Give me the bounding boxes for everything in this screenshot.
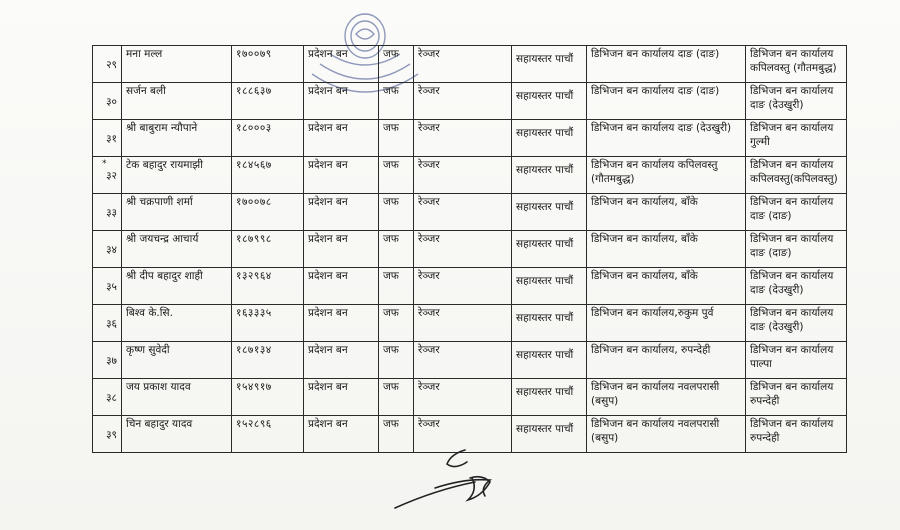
employee-name-cell: चिन बहादुर यादव xyxy=(122,416,232,453)
new-office-cell: डिभिजन बन कार्यालय दाङ (देउखुरी) xyxy=(587,120,746,157)
employee-code-cell: १७००७८ xyxy=(232,194,304,231)
service-group-cell: प्रदेशन बन xyxy=(304,231,379,268)
level-cell: जफ xyxy=(379,305,414,342)
employee-name-cell: कृष्ण सुवेदी xyxy=(122,342,232,379)
district-office-cell: डिभिजन बन कार्यालय रुपन्देही xyxy=(746,416,847,453)
post-cell: रेञ्जर xyxy=(414,83,512,120)
post-cell: रेञ्जर xyxy=(414,416,512,453)
district-office-cell: डिभिजन बन कार्यालय कपिलवस्तु(कपिलवस्तु) xyxy=(746,157,847,194)
serial-number-cell: ३५ xyxy=(93,268,122,305)
handwritten-signature-icon xyxy=(375,438,525,518)
employee-code-cell: १५२८९६ xyxy=(232,416,304,453)
employee-name-cell: जय प्रकाश यादव xyxy=(122,379,232,416)
new-office-cell: डिभिजन बन कार्यालय,रुकुम पुर्व xyxy=(587,305,746,342)
level-cell: जफ xyxy=(379,231,414,268)
post-cell: रेञ्जर xyxy=(414,46,512,83)
service-group-cell: प्रदेशन बन xyxy=(304,416,379,453)
new-office-cell: डिभिजन बन कार्यालय, बाँके xyxy=(587,194,746,231)
staff-transfer-table xyxy=(92,45,847,453)
district-office-cell: डिभिजन बन कार्यालय दाङ (दाङ) xyxy=(746,194,847,231)
employee-name-cell: मना मल्ल xyxy=(122,46,232,83)
serial-number-cell: ३७ xyxy=(93,342,122,379)
previous-level-cell: सहायस्तर पाचौं xyxy=(512,46,587,83)
district-office-cell: डिभिजन बन कार्यालय दाङ (दाङ) xyxy=(746,231,847,268)
serial-number-cell: ३३ xyxy=(93,194,122,231)
service-group-cell: प्रदेशन बन xyxy=(304,305,379,342)
district-office-cell: डिभिजन बन कार्यालय दाङ (देउखुरी) xyxy=(746,83,847,120)
serial-number-cell: ३९ xyxy=(93,416,122,453)
service-group-cell: प्रदेशन बन xyxy=(304,46,379,83)
previous-level-cell: सहायस्तर पाचौं xyxy=(512,268,587,305)
employee-name-cell: श्री जयचन्द्र आचार्य xyxy=(122,231,232,268)
employee-name-cell: बिश्व के.सि. xyxy=(122,305,232,342)
margin-mark: * xyxy=(102,159,107,169)
table-row xyxy=(93,268,847,305)
previous-level-cell: सहायस्तर पाचौं xyxy=(512,231,587,268)
employee-name-cell: सर्जन बली xyxy=(122,83,232,120)
post-cell: रेञ्जर xyxy=(414,379,512,416)
table-row xyxy=(93,157,847,194)
employee-code-cell: १८७९९८ xyxy=(232,231,304,268)
new-office-cell: डिभिजन बन कार्यालय कपिलवस्तु (गौतमबुद्ध) xyxy=(587,157,746,194)
new-office-cell: डिभिजन बन कार्यालय नवलपरासी (बसुप) xyxy=(587,379,746,416)
service-group-cell: प्रदेशन बन xyxy=(304,194,379,231)
new-office-cell: डिभिजन बन कार्यालय नवलपरासी (बसुप) xyxy=(587,416,746,453)
level-cell: जफ xyxy=(379,83,414,120)
employee-name-cell: श्री चक्रपाणी शर्मा xyxy=(122,194,232,231)
post-cell: रेञ्जर xyxy=(414,120,512,157)
previous-level-cell: सहायस्तर पाचौं xyxy=(512,194,587,231)
employee-code-cell: १३२९६४ xyxy=(232,268,304,305)
level-cell: जफ xyxy=(379,46,414,83)
employee-code-cell: १८४५६७ xyxy=(232,157,304,194)
previous-level-cell: सहायस्तर पाचौं xyxy=(512,342,587,379)
serial-number-cell: २९ xyxy=(93,46,122,83)
previous-level-cell: सहायस्तर पाचौं xyxy=(512,379,587,416)
district-office-cell: डिभिजन बन कार्यालय गुल्मी xyxy=(746,120,847,157)
serial-number-cell: ३० xyxy=(93,83,122,120)
service-group-cell: प्रदेशन बन xyxy=(304,83,379,120)
service-group-cell: प्रदेशन बन xyxy=(304,268,379,305)
serial-number-cell: ३६ xyxy=(93,305,122,342)
table-row xyxy=(93,379,847,416)
table-body xyxy=(93,46,847,453)
previous-level-cell: सहायस्तर पाचौं xyxy=(512,83,587,120)
district-office-cell: डिभिजन बन कार्यालय रुपन्देही xyxy=(746,379,847,416)
level-cell: जफ xyxy=(379,342,414,379)
new-office-cell: डिभिजन बन कार्यालय, बाँके xyxy=(587,268,746,305)
serial-number-cell: ३१ xyxy=(93,120,122,157)
employee-code-cell: १५४९१७ xyxy=(232,379,304,416)
new-office-cell: डिभिजन बन कार्यालय दाङ (दाङ) xyxy=(587,46,746,83)
employee-name-cell: श्री दीप बहादुर शाही xyxy=(122,268,232,305)
district-office-cell: डिभिजन बन कार्यालय पाल्पा xyxy=(746,342,847,379)
previous-level-cell: सहायस्तर पाचौं xyxy=(512,120,587,157)
table-row xyxy=(93,342,847,379)
post-cell: रेञ्जर xyxy=(414,305,512,342)
level-cell: जफ xyxy=(379,194,414,231)
level-cell: जफ xyxy=(379,379,414,416)
serial-number-cell: ३२ xyxy=(93,157,122,194)
post-cell: रेञ्जर xyxy=(414,342,512,379)
employee-code-cell: १८७१३४ xyxy=(232,342,304,379)
level-cell: जफ xyxy=(379,416,414,453)
employee-code-cell: १७००७९ xyxy=(232,46,304,83)
previous-level-cell: सहायस्तर पाचौं xyxy=(512,157,587,194)
previous-level-cell: सहायस्तर पाचौं xyxy=(512,305,587,342)
service-group-cell: प्रदेशन बन xyxy=(304,120,379,157)
post-cell: रेञ्जर xyxy=(414,231,512,268)
post-cell: रेञ्जर xyxy=(414,157,512,194)
employee-code-cell: १८८६३७ xyxy=(232,83,304,120)
new-office-cell: डिभिजन बन कार्यालय दाङ (दाङ) xyxy=(587,83,746,120)
level-cell: जफ xyxy=(379,157,414,194)
employee-name-cell: टेक बहादुर रायमाझी xyxy=(122,157,232,194)
table-row xyxy=(93,120,847,157)
level-cell: जफ xyxy=(379,120,414,157)
service-group-cell: प्रदेशन बन xyxy=(304,342,379,379)
table-row xyxy=(93,305,847,342)
service-group-cell: प्रदेशन बन xyxy=(304,157,379,194)
serial-number-cell: ३४ xyxy=(93,231,122,268)
district-office-cell: डिभिजन बन कार्यालय दाङ (देउखुरी) xyxy=(746,268,847,305)
level-cell: जफ xyxy=(379,268,414,305)
new-office-cell: डिभिजन बन कार्यालय, बाँके xyxy=(587,231,746,268)
post-cell: रेञ्जर xyxy=(414,194,512,231)
district-office-cell: डिभिजन बन कार्यालय दाङ (देउखुरी) xyxy=(746,305,847,342)
employee-code-cell: १६३३३५ xyxy=(232,305,304,342)
service-group-cell: प्रदेशन बन xyxy=(304,379,379,416)
table-row xyxy=(93,83,847,120)
employee-name-cell: श्री बाबुराम न्यौपाने xyxy=(122,120,232,157)
table-row xyxy=(93,46,847,83)
employee-code-cell: १८०००३ xyxy=(232,120,304,157)
serial-number-cell: ३८ xyxy=(93,379,122,416)
table-row xyxy=(93,194,847,231)
post-cell: रेञ्जर xyxy=(414,268,512,305)
district-office-cell: डिभिजन बन कार्यालय कपिलवस्तु (गौतमबुद्ध) xyxy=(746,46,847,83)
table-row xyxy=(93,231,847,268)
previous-level-cell: सहायस्तर पाचौं xyxy=(512,416,587,453)
new-office-cell: डिभिजन बन कार्यालय, रुपन्देही xyxy=(587,342,746,379)
